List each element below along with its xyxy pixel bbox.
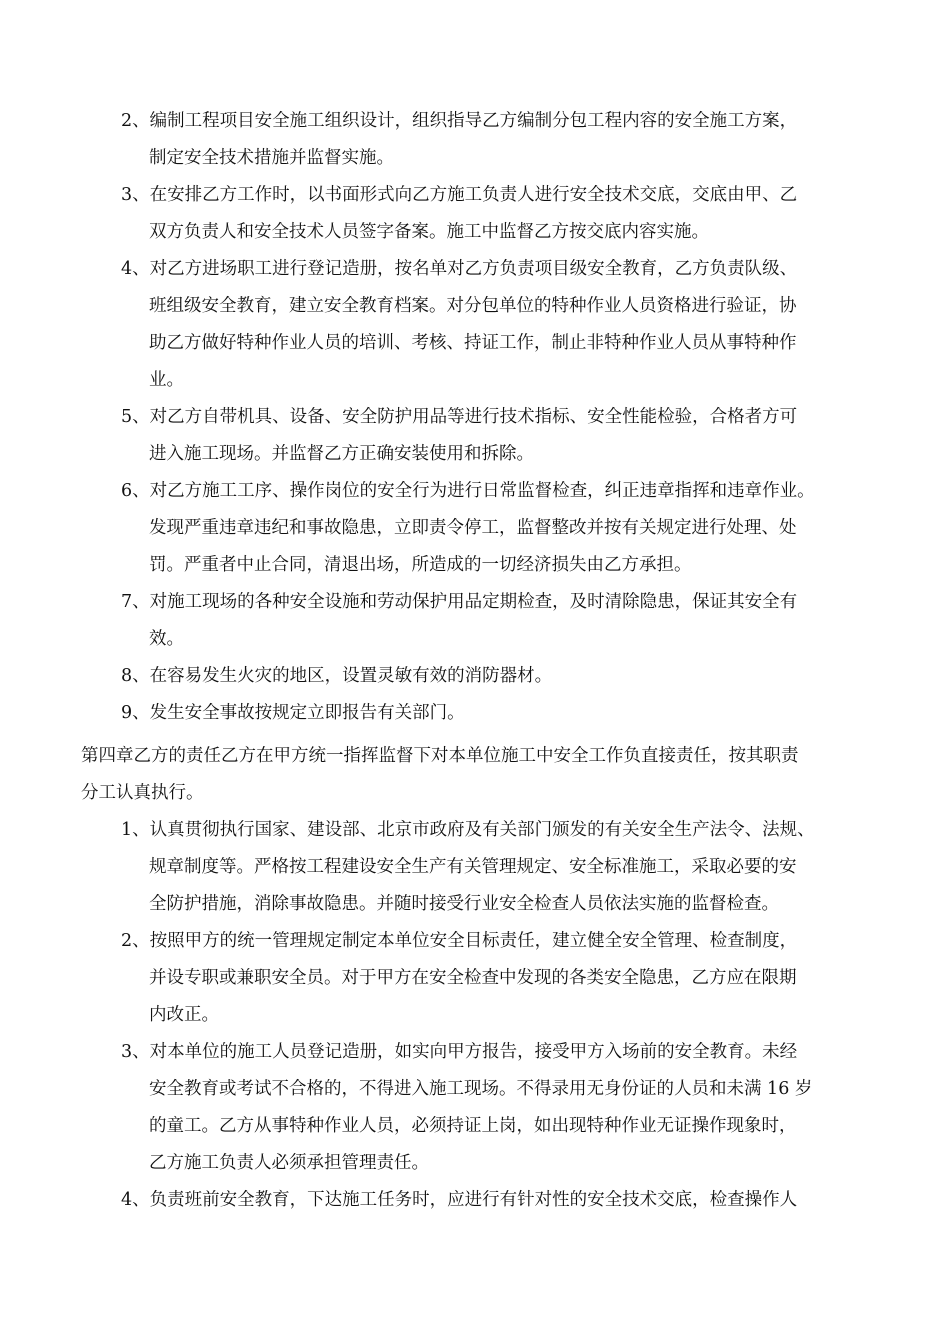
- item-line: 制定安全技术措施并监督实施。: [149, 148, 394, 168]
- paragraph-line: 第四章乙方的责任乙方在甲方统一指挥监督下对本单位施工中安全工作负直接责任，按其职责: [81, 746, 799, 766]
- item-line: 3、对本单位的施工人员登记造册，如实向甲方报告，接受甲方入场前的安全教育。未经: [121, 1042, 798, 1062]
- item-line: 2、编制工程项目安全施工组织设计，组织指导乙方编制分包工程内容的安全施工方案，: [121, 111, 798, 131]
- responsibilities-list-party-a: [0, 103, 864, 732]
- item-line: 9、发生安全事故按规定立即报告有关部门。: [121, 703, 465, 723]
- list-item: [121, 658, 864, 695]
- item-line: 效。: [149, 629, 184, 649]
- item-line: 发现严重违章违纪和事故隐患，立即责令停工，监督整改并按有关规定进行处理、处: [149, 518, 797, 538]
- item-line: 并设专职或兼职安全员。对于甲方在安全检查中发现的各类安全隐患，乙方应在限期: [149, 968, 797, 988]
- list-item: [121, 695, 864, 732]
- list-item: [121, 473, 864, 584]
- item-line: 业。: [149, 370, 184, 390]
- item-line: 乙方施工负责人必须承担管理责任。: [149, 1153, 429, 1173]
- item-line: 3、在安排乙方工作时，以书面形式向乙方施工负责人进行安全技术交底，交底由甲、乙: [121, 185, 798, 205]
- item-line: 内改正。: [149, 1005, 219, 1025]
- chapter-4-heading-paragraph: [81, 738, 871, 812]
- item-line: 全防护措施，消除事故隐患。并随时接受行业安全检查人员依法实施的监督检查。: [149, 894, 779, 914]
- item-line: 4、对乙方进场职工进行登记造册，按名单对乙方负责项目级安全教育，乙方负责队级、: [121, 259, 798, 279]
- item-line: 进入施工现场。并监督乙方正确安装使用和拆除。: [149, 444, 534, 464]
- item-line: 8、在容易发生火灾的地区，设置灵敏有效的消防器材。: [121, 666, 553, 686]
- item-line: 2、按照甲方的统一管理规定制定本单位安全目标责任，建立健全安全管理、检查制度，: [121, 931, 798, 951]
- paragraph-line: 分工认真执行。: [81, 783, 204, 803]
- item-line: 1、认真贯彻执行国家、建设部、北京市政府及有关部门颁发的有关安全生产法令、法规、: [121, 820, 815, 840]
- item-line: 6、对乙方施工工序、操作岗位的安全行为进行日常监督检查，纠正违章指挥和违章作业。: [121, 481, 815, 501]
- responsibilities-list-party-b: [0, 812, 864, 1219]
- item-line: 安全教育或考试不合格的，不得进入施工现场。不得录用无身份证的人员和未满 16 岁: [149, 1079, 813, 1099]
- list-item: [121, 923, 864, 1034]
- item-line: 5、对乙方自带机具、设备、安全防护用品等进行技术指标、安全性能检验，合格者方可: [121, 407, 798, 427]
- list-item: [121, 251, 864, 399]
- item-line: 规章制度等。严格按工程建设安全生产有关管理规定、安全标准施工，采取必要的安: [149, 857, 797, 877]
- item-line: 的童工。乙方从事特种作业人员，必须持证上岗，如出现特种作业无证操作现象时，: [149, 1116, 797, 1136]
- item-line: 罚。严重者中止合同，清退出场，所造成的一切经济损失由乙方承担。: [149, 555, 692, 575]
- item-line: 7、对施工现场的各种安全设施和劳动保护用品定期检查，及时清除隐患，保证其安全有: [121, 592, 798, 612]
- item-line: 双方负责人和安全技术人员签字备案。施工中监督乙方按交底内容实施。: [149, 222, 709, 242]
- list-item: [121, 1034, 864, 1182]
- item-line: 4、负责班前安全教育，下达施工任务时，应进行有针对性的安全技术交底，检查操作人: [121, 1190, 798, 1210]
- list-item: [121, 103, 864, 177]
- item-line: 助乙方做好特种作业人员的培训、考核、持证工作，制止非特种作业人员从事特种作: [149, 333, 797, 353]
- item-line: 班组级安全教育，建立安全教育档案。对分包单位的特种作业人员资格进行验证，协: [149, 296, 797, 316]
- list-item: [121, 584, 864, 658]
- list-item: [121, 812, 864, 923]
- list-item: [121, 399, 864, 473]
- list-item: [121, 177, 864, 251]
- list-item: [121, 1182, 864, 1219]
